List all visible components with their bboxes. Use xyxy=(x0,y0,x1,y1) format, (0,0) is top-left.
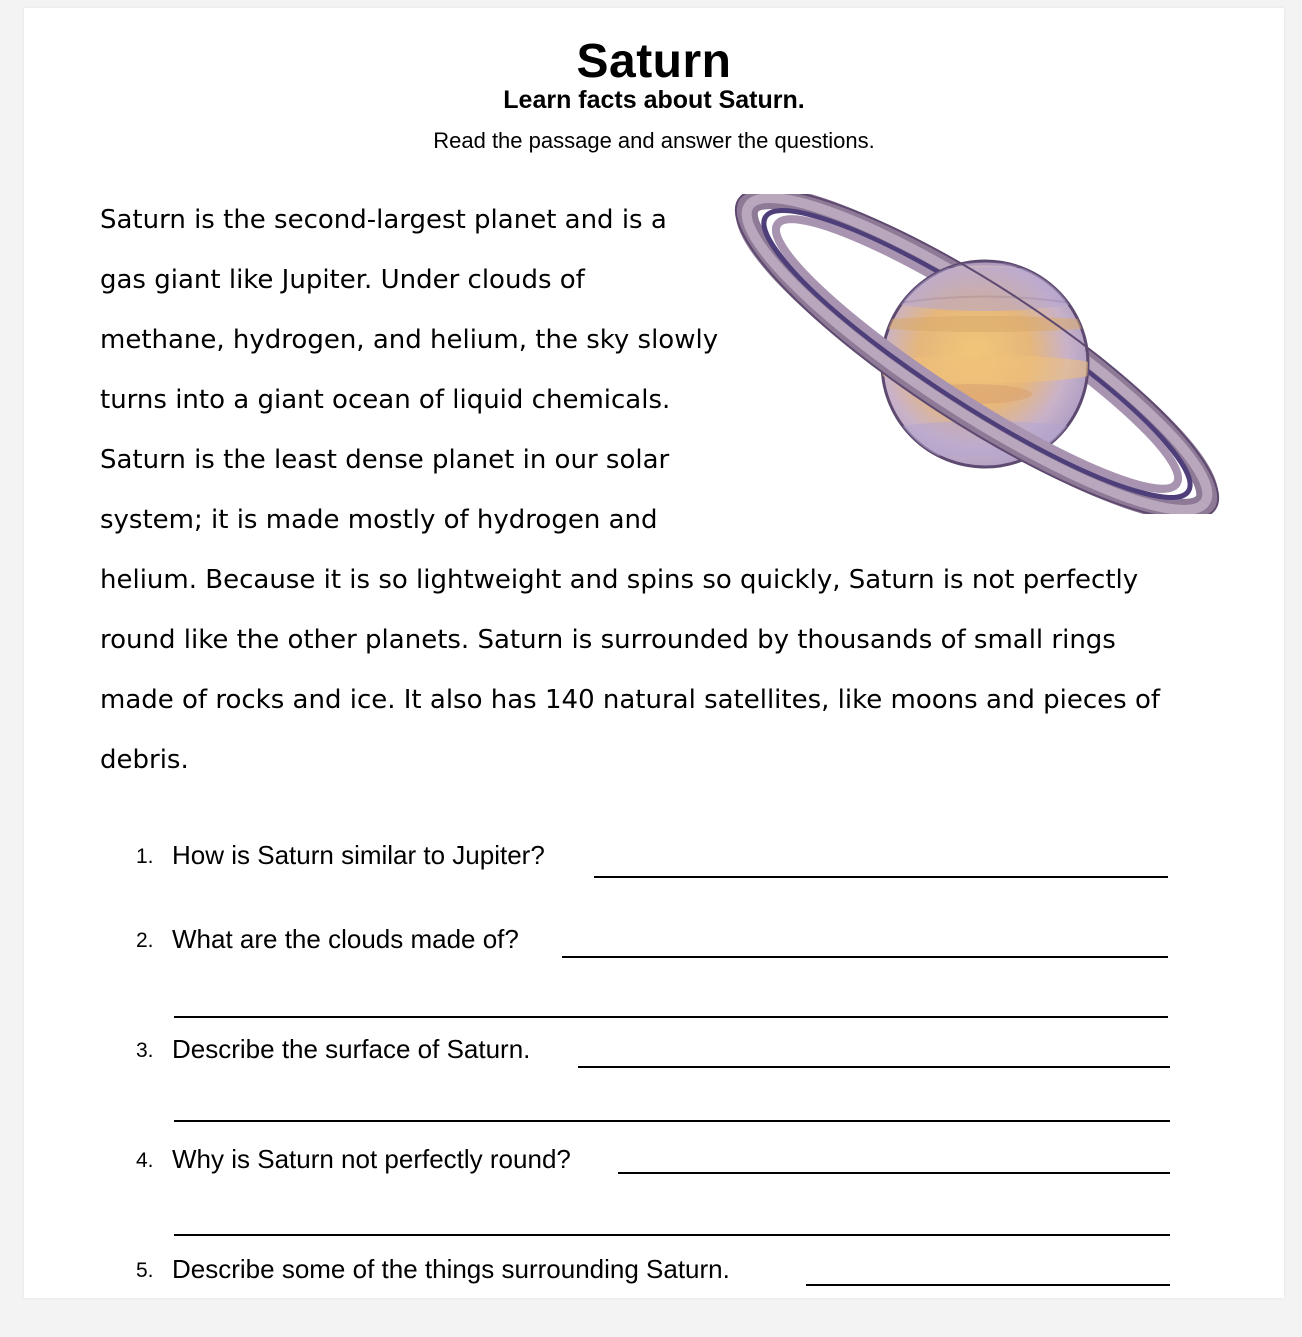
answer-line-3a[interactable] xyxy=(578,1066,1170,1068)
page-subtitle: Learn facts about Saturn. xyxy=(503,86,805,114)
passage-line: round like the other planets. Saturn is surrounded by thousands of small rings xyxy=(100,625,1116,655)
answer-line-4a[interactable] xyxy=(618,1172,1170,1174)
page-title: Saturn xyxy=(576,35,732,88)
passage-line: Saturn is the second-largest planet and is a xyxy=(100,205,667,235)
worksheet-page xyxy=(24,8,1284,1298)
passage-line: helium. Because it is so lightweight and spins so quickly, Saturn is not perfectly xyxy=(100,565,1139,595)
question-3 xyxy=(136,1034,530,1065)
answer-line-1a[interactable] xyxy=(594,876,1168,878)
passage-line: gas giant like Jupiter. Under clouds of xyxy=(100,265,585,295)
passage-line: made of rocks and ice. It also has 140 natural satellites, like moons and pieces of xyxy=(100,685,1161,715)
question-number: 3. xyxy=(136,1039,154,1062)
answer-line-2b[interactable] xyxy=(174,1016,1168,1018)
question-2 xyxy=(136,924,519,955)
question-text: Why is Saturn not perfectly round? xyxy=(172,1144,571,1174)
question-text: What are the clouds made of? xyxy=(172,924,519,954)
saturn-planet-illustration xyxy=(732,194,1222,514)
passage-line: debris. xyxy=(100,745,189,775)
instructions-text: Read the passage and answer the questions. xyxy=(433,128,875,153)
answer-line-4b[interactable] xyxy=(174,1234,1170,1236)
question-number: 5. xyxy=(136,1259,154,1282)
passage-line: methane, hydrogen, and helium, the sky slowly xyxy=(100,325,719,355)
answer-line-2a[interactable] xyxy=(562,956,1168,958)
question-5 xyxy=(136,1254,730,1285)
question-number: 4. xyxy=(136,1149,154,1172)
passage-line: system; it is made mostly of hydrogen and xyxy=(100,505,658,535)
question-number: 1. xyxy=(136,845,154,868)
question-1 xyxy=(136,840,545,871)
answer-line-3b[interactable] xyxy=(174,1120,1170,1122)
question-number: 2. xyxy=(136,929,154,952)
passage-line: turns into a giant ocean of liquid chemicals. xyxy=(100,385,671,415)
question-4 xyxy=(136,1144,571,1175)
question-text: Describe the surface of Saturn. xyxy=(172,1034,531,1064)
passage-line: Saturn is the least dense planet in our solar xyxy=(100,445,670,475)
question-text: Describe some of the things surrounding Saturn. xyxy=(172,1254,730,1284)
question-text: How is Saturn similar to Jupiter? xyxy=(172,840,545,870)
answer-line-5a[interactable] xyxy=(806,1284,1170,1286)
